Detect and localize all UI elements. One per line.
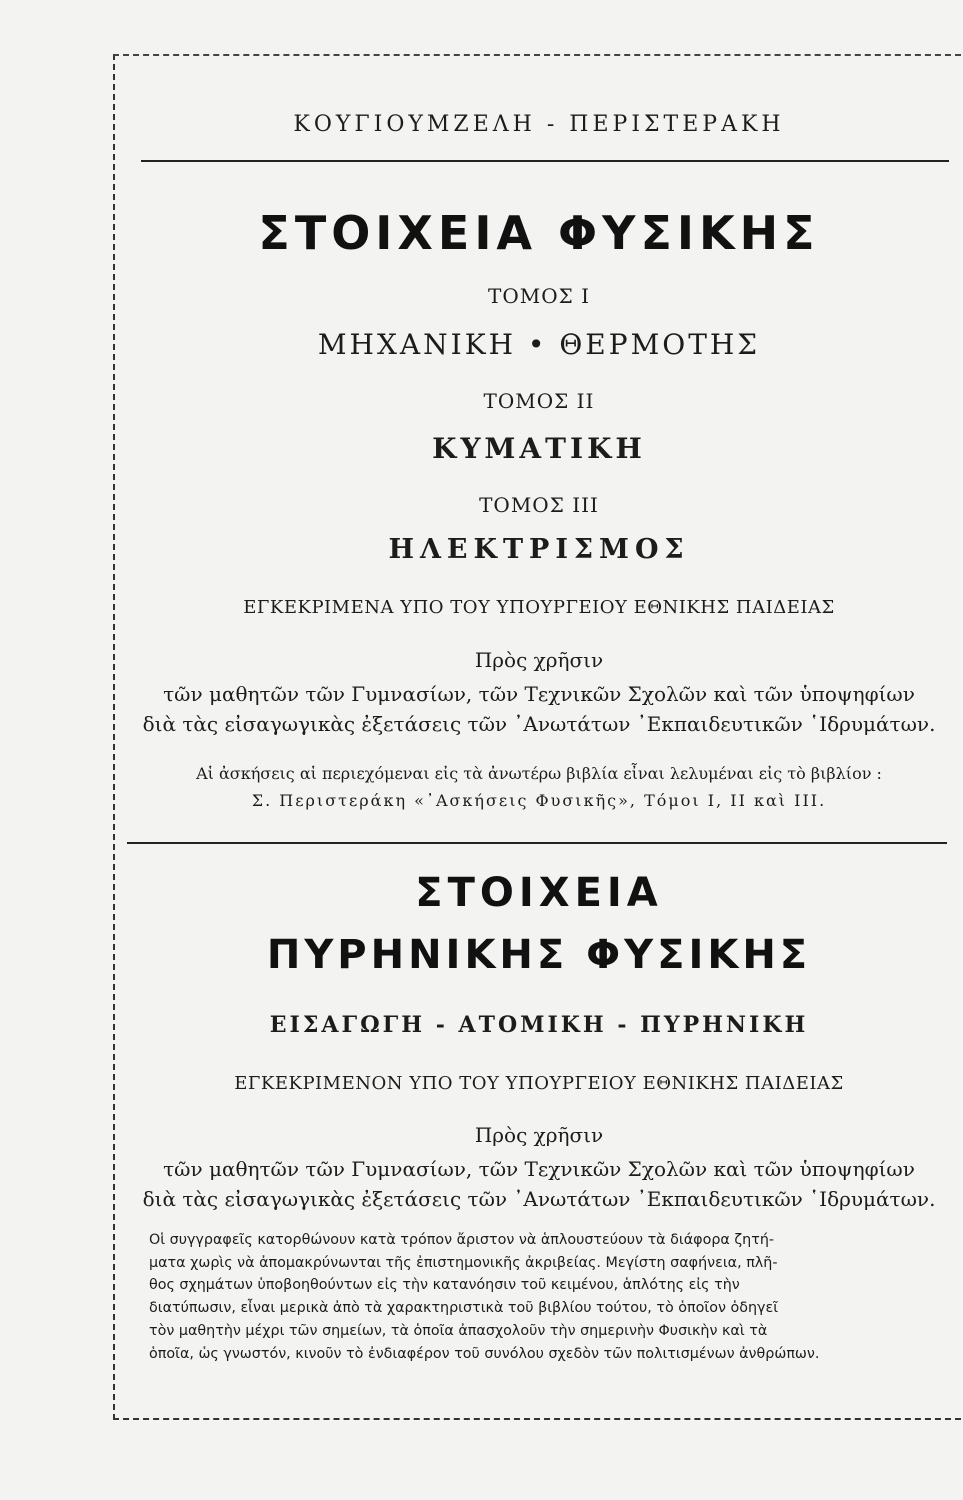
description-line: θος σχημάτων ὑποβοηθούντων εἰς τὴν κατανόησιν τοῦ κειμένου, ἁπλότης εἰς τὴν <box>149 1277 740 1294</box>
book1-note-line-1: Αἱ ἀσκήσεις αἱ περιεχόμεναι εἰς τὰ ἀνωτέρω βιβλία εἶναι λελυμέναι εἰς τὸ βιβλίον : <box>196 764 882 783</box>
book1-volume-1-label: ΤΟΜΟΣ Ι <box>487 284 590 308</box>
book1-use-heading: Πρὸς χρῆσιν <box>474 648 604 672</box>
book2-audience-line-1: τῶν μαθητῶν τῶν Γυμνασίων, τῶν Τεχνικῶν Σχολῶν καὶ τῶν ὑποψηφίων <box>163 1157 915 1181</box>
book1-volume-2-subject: ΚΥΜΑΤΙΚΗ <box>432 432 646 465</box>
book1-note-line-2: Σ. Περιστεράκη «᾿Ασκήσεις Φυσικῆς», Τόμοι Ι, ΙΙ καὶ ΙΙΙ. <box>251 791 827 810</box>
book2-audience-line-2: διὰ τὰς εἰσαγωγικὰς ἐξετάσεις τῶν ᾿Ανωτάτων ᾿Εκπαιδευτικῶν ῾Ιδρυμάτων. <box>142 1187 936 1211</box>
book1-volume-2-label: ΤΟΜΟΣ ΙΙ <box>483 389 595 413</box>
book1-volume-3-label: ΤΟΜΟΣ ΙΙΙ <box>479 493 599 517</box>
middle-divider <box>127 842 947 844</box>
book1-volume-3-subject: ΗΛΕΚΤΡΙΣΜΟΣ <box>388 534 690 565</box>
description-line: διατύπωσιν, εἶναι μερικὰ ἀπὸ τὰ χαρακτηριστικὰ τοῦ βιβλίου τούτου, τὸ ὁποῖον ὁδηγεῖ <box>149 1300 779 1317</box>
book1-volume-1-subject: ΜΗΧΑΝΙΚΗ • ΘΕΡΜΟΤΗΣ <box>317 328 761 361</box>
book2-title-line-2: ΠΥΡΗΝΙΚΗΣ ΦΥΣΙΚΗΣ <box>266 932 812 978</box>
description-line: τὸν μαθητὴν μέχρι τῶν σημείων, τὰ ὁποῖα ἀπασχολοῦν τὴν σημερινὴν Φυσικὴν καὶ τὰ <box>149 1322 768 1339</box>
book1-title: ΣΤΟΙΧΕΙΑ ΦΥΣΙΚΗΣ <box>258 206 820 260</box>
top-divider <box>141 160 949 162</box>
description-line: ματα χωρὶς νὰ ἀπομακρύνωνται τῆς ἐπιστημονικῆς ἀκριβείας. Μεγίστη σαφήνεια, πλῆ- <box>149 1254 778 1271</box>
book2-title-line-1: ΣΤΟΙΧΕΙΑ <box>415 870 663 916</box>
book1-approval: ΕΓΚΕΚΡΙΜΕΝΑ ΥΠΟ ΤΟΥ ΥΠΟΥΡΓΕΙΟΥ ΕΘΝΙΚΗΣ ΠΑΙΔΕΙΑΣ <box>243 597 835 618</box>
description-line: Οἱ συγγραφεῖς κατορθώνουν κατὰ τρόπον ἄριστον νὰ ἁπλουστεύουν τὰ διάφορα ζητή- <box>149 1232 775 1248</box>
book1-audience-line-2: διὰ τὰς εἰσαγωγικὰς ἐξετάσεις τῶν ᾿Ανωτάτων ᾿Εκπαιδευτικῶν ῾Ιδρυμάτων. <box>142 712 936 736</box>
description-line: ὁποῖα, ὡς γνωστόν, κινοῦν τὸ ἐνδιαφέρον τοῦ συνόλου σχεδὸν τῶν πολιτισμένων ἀνθρώπων. <box>149 1345 820 1362</box>
advertisement-page <box>113 54 961 1420</box>
author-names: ΚΟΥΓΙΟΥΜΖΕΛΗ - ΠΕΡΙΣΤΕΡΑΚΗ <box>293 112 785 137</box>
book2-description <box>149 1229 901 1365</box>
book2-use-heading: Πρὸς χρῆσιν <box>474 1123 604 1147</box>
book2-subtitle: ΕΙΣΑΓΩΓΗ - ΑΤΟΜΙΚΗ - ΠΥΡΗΝΙΚΗ <box>269 1012 809 1038</box>
book1-audience-line-1: τῶν μαθητῶν τῶν Γυμνασίων, τῶν Τεχνικῶν Σχολῶν καὶ τῶν ὑποψηφίων <box>163 682 915 706</box>
book2-approval: ΕΓΚΕΚΡΙΜΕΝΟΝ ΥΠΟ ΤΟΥ ΥΠΟΥΡΓΕΙΟΥ ΕΘΝΙΚΗΣ ΠΑΙΔΕΙΑΣ <box>234 1073 844 1094</box>
